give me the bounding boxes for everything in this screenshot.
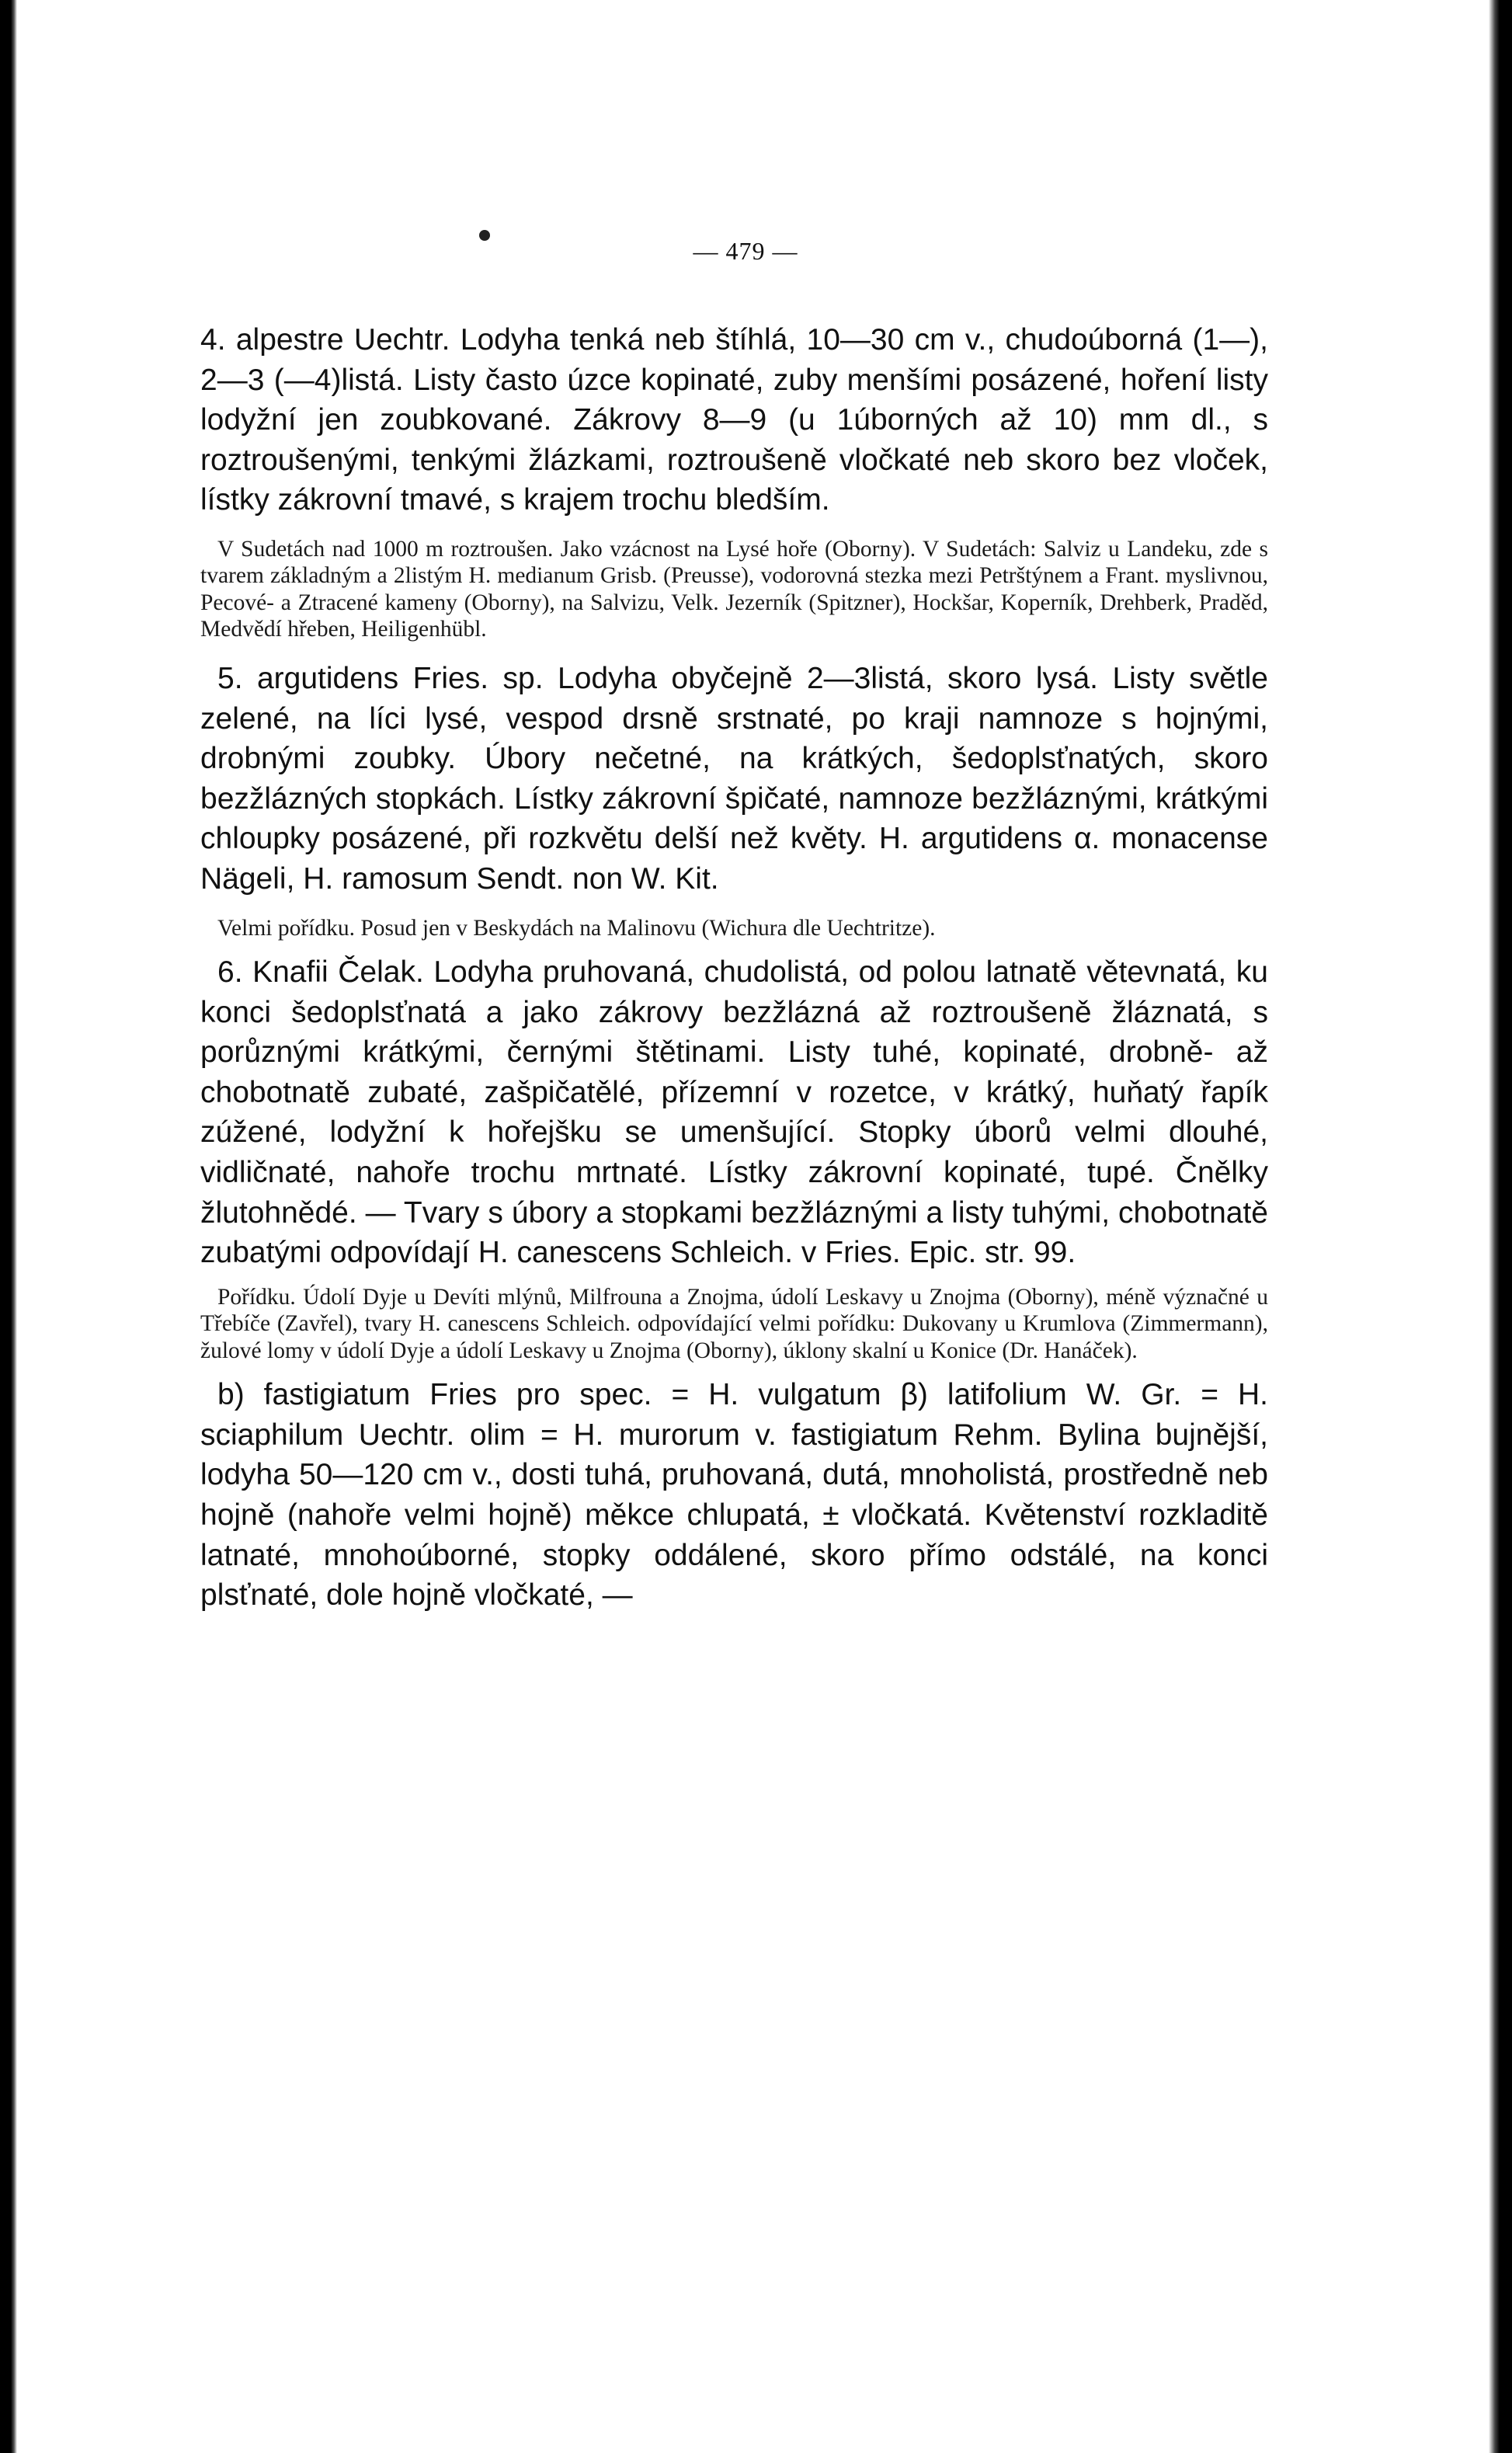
scan-edge-right bbox=[1489, 0, 1512, 2453]
entry-alpestre: 4. alpestre Uechtr. Lodyha tenká neb štíhlá, 10—30 cm v., chudoúborná (1—), 2—3 (—4)listá. Listy často úzce kopinaté, zuby menšími posázené, hoření listy lodyžní jen zoubkované. Zákrovy 8—9 (u 1úborných až 10) mm dl., s roztroušenými, tenkými žlázkami, roztroušeně vločkaté neb skoro bez vloček, lístky zákrovní tmavé, s krajem trochu bledším. bbox=[200, 323, 1268, 517]
scan-edge-left bbox=[0, 0, 17, 2453]
entry-argutidens: 5. argutidens Fries. sp. Lodyha obyčejně 2—3listá, skoro lysá. Listy světle zelené, na líci lysé, vespod drsně srstnaté, po kraji namnoze s hojnými, drobnými zoubky. Úbory nečetné, na krátkých, šedoplsťnatých, skoro bezžlázných stopkách. Lístky zákrovní špičaté, namnoze bezžláznými, krátkými chloupky posázené, při rozkvětu delší než květy. H. argutidens α. monacense Nägeli, H. ramosum Sendt. non W. Kit. bbox=[200, 661, 1268, 896]
ink-speck bbox=[479, 230, 490, 241]
note-alpestre-localities: V Sudetách nad 1000 m roztroušen. Jako vzácnost na Lysé hoře (Oborny). V Sudetách: Salviz u Landeku, zde s tvarem základným a 2listým H. medianum Grisb. (Preusse), vodorovná stezka mezi Petrštýnem a Frant. myslivnou, Pecové- a Ztracené kameny (Oborny), na Salvizu, Velk. Jezerník (Spitzner), Hockšar, Koperník, Drehberk, Praděd, Medvědí hřeben, Heiligenhübl. bbox=[200, 536, 1268, 642]
entry-fastigiatum: b) fastigiatum Fries pro spec. = H. vulgatum β) latifolium W. Gr. = H. sciaphilum Uechtr. olim = H. murorum v. fastigiatum Rehm. Bylina bujnější, lodyha 50—120 cm v., dosti tuhá, pruhovaná, dutá, mnoholistá, prostředně neb hojně (nahoře velmi hojně) měkce chlupatá, ± vločkatá. Květenství rozkladitě latnaté, mnohoúborné, stopky oddálené, skoro přímo odstálé, na konci plsťnaté, dole hojně vločkaté, — bbox=[200, 1378, 1268, 1613]
page-number: — 479 — bbox=[693, 237, 798, 265]
note-argutidens-localities: Velmi pořídku. Posud jen v Beskydách na Malinovu (Wichura dle Uechtritze). bbox=[217, 915, 936, 941]
page-body bbox=[200, 320, 1268, 1616]
entry-knafii: 6. Knafii Čelak. Lodyha pruhovaná, chudolistá, od polou latnatě větevnatá, ku konci šedoplsťnatá a jako zákrovy bezžlázná až roztroušeně žláznatá, s porůznými krátkými, černými štětinami. Listy tuhé, kopinaté, drobně- až chobotnatě zubaté, zašpičatělé, přízemní v rozetce, v krátký, huňatý řapík zúžené, lodyžní k hořejšku se umenšující. Stopky úborů velmi dlouhé, vidličnaté, nahoře trochu mrtnaté. Lístky zákrovní kopinaté, tupé. Čnělky žlutohnědé. — Tvary s úbory a stopkami bezžláznými a listy tuhými, chobotnatě zubatými odpovídají H. canescens Schleich. v Fries. Epic. str. 99. bbox=[200, 955, 1268, 1270]
note-knafii-localities: Pořídku. Údolí Dyje u Devíti mlýnů, Milfrouna a Znojma, údolí Leskavy u Znojma (Oborny), méně význačné u Třebíče (Zavřel), tvary H. canescens Schleich. odpovídající velmi pořídku: Dukovany u Krumlova (Zimmermann), žulové lomy v údolí Dyje a údolí Leskavy u Znojma (Oborny), úklony skalní u Konice (Dr. Hanáček). bbox=[200, 1284, 1268, 1363]
